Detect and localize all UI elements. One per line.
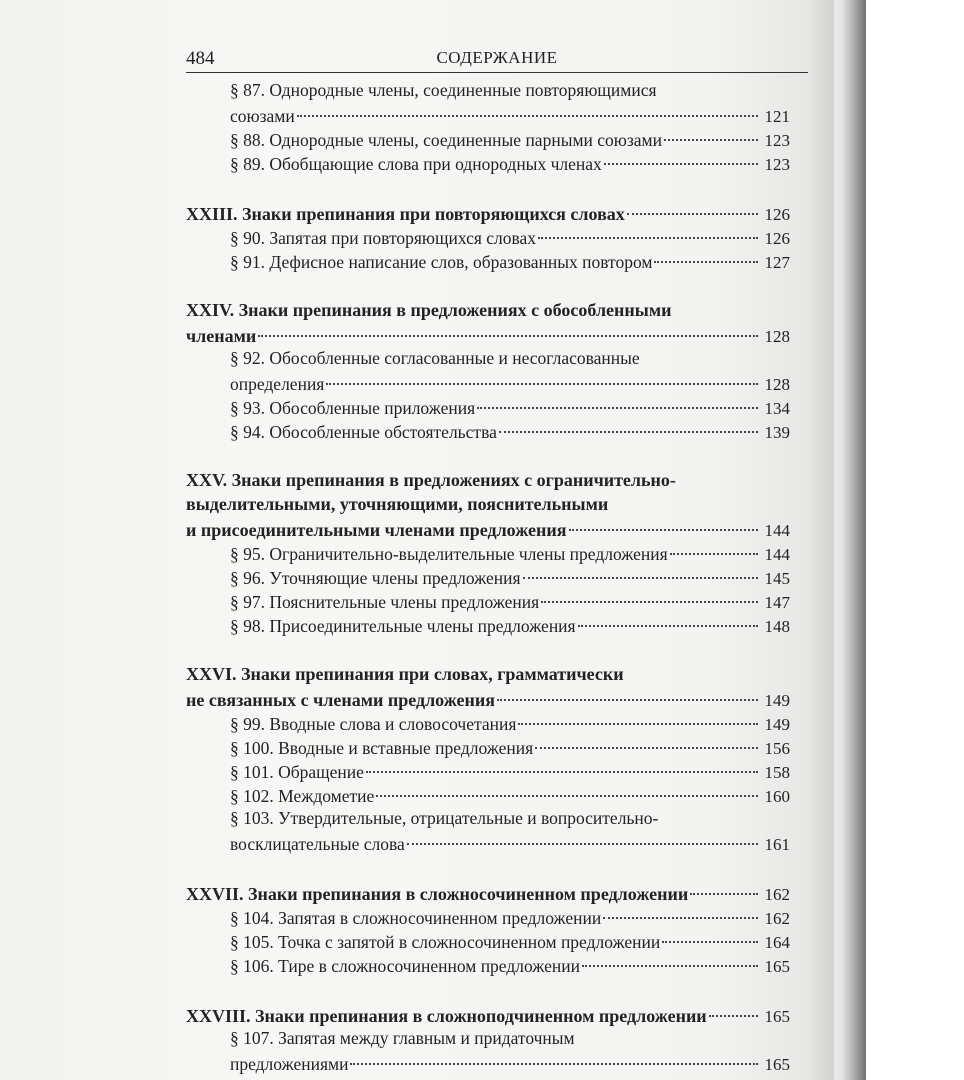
toc-entry-title: § 105. Точка с запятой в сложносочиненном предложении bbox=[230, 931, 661, 952]
toc-chapter-title: XXIII. Знаки препинания при повторяющихся словах bbox=[186, 204, 625, 224]
dot-leader bbox=[326, 365, 758, 385]
toc-entry-title: § 100. Вводные и вставные предложения bbox=[230, 737, 534, 758]
toc-entry-title: § 103. Утвердительные, отрицательные и вопросительно- bbox=[230, 808, 659, 828]
dot-leader bbox=[690, 875, 758, 895]
toc-entry-title-cont: восклицательные слова bbox=[230, 833, 405, 854]
page-number: 484 bbox=[186, 48, 215, 69]
toc-entry-92 bbox=[186, 346, 790, 394]
toc-entry-98 bbox=[186, 612, 790, 636]
toc-page-number: 164 bbox=[764, 932, 790, 952]
toc-page-number: 165 bbox=[764, 1007, 790, 1026]
toc-page-number: 127 bbox=[764, 252, 790, 272]
toc-page-number: 161 bbox=[764, 834, 790, 854]
chapter-block bbox=[186, 468, 790, 636]
dot-leader bbox=[350, 1045, 758, 1065]
chapter-block bbox=[186, 200, 790, 272]
toc-page-number: 165 bbox=[764, 956, 790, 976]
chapter-block bbox=[186, 662, 790, 854]
toc-entry-title: § 91. Дефисное написание слов, образованных повтором bbox=[230, 251, 653, 272]
chapter-block bbox=[186, 78, 790, 174]
dot-leader bbox=[664, 121, 758, 141]
dot-leader bbox=[538, 219, 758, 239]
chapter-block bbox=[186, 298, 790, 442]
dot-leader bbox=[258, 317, 758, 337]
dot-leader bbox=[535, 729, 758, 749]
dot-leader bbox=[499, 413, 758, 433]
toc-chapter-24 bbox=[186, 298, 790, 346]
toc-page-number: 144 bbox=[764, 521, 790, 540]
toc-page-number: 145 bbox=[764, 568, 790, 588]
toc-entry-title: § 89. Обобщающие слова при однородных членах bbox=[230, 153, 602, 174]
toc-entry-title: § 88. Однородные члены, соединенные парными союзами bbox=[230, 129, 662, 150]
toc-entry-title: § 101. Обращение bbox=[230, 761, 364, 782]
toc-page-number: 148 bbox=[764, 616, 790, 636]
dot-leader bbox=[518, 705, 758, 725]
toc-entry-title: § 92. Обособленные согласованные и несогласованные bbox=[230, 348, 640, 368]
toc-page-number: 128 bbox=[764, 327, 790, 346]
toc-entry-102 bbox=[186, 782, 790, 806]
dot-leader bbox=[376, 777, 758, 797]
toc-chapter-title: XXV. Знаки препинания в предложениях с ограничительно- bbox=[186, 470, 676, 490]
toc-entry-title: § 96. Уточняющие члены предложения bbox=[230, 567, 521, 588]
toc-entry-title: § 107. Запятая между главным и придаточным bbox=[230, 1028, 575, 1048]
page-header bbox=[186, 46, 808, 73]
toc-entry-title: § 99. Вводные слова и словосочетания bbox=[230, 713, 517, 734]
toc-page-number: 158 bbox=[764, 762, 790, 782]
table-of-contents bbox=[186, 78, 790, 1074]
toc-entry-89 bbox=[186, 150, 790, 174]
toc-entry-title: § 95. Ограничительно-выделительные члены предложения bbox=[230, 543, 668, 564]
dot-leader bbox=[523, 559, 758, 579]
toc-entry-title: § 93. Обособленные приложения bbox=[230, 397, 476, 418]
dot-leader bbox=[407, 825, 758, 845]
toc-entry-91 bbox=[186, 248, 790, 272]
toc-entry-title: § 87. Однородные члены, соединенные повторяющимися bbox=[230, 80, 657, 100]
toc-chapter-26 bbox=[186, 662, 790, 710]
toc-entry-107 bbox=[186, 1026, 790, 1074]
toc-page-number: 128 bbox=[764, 374, 790, 394]
toc-entry-title: § 90. Запятая при повторяющихся словах bbox=[230, 227, 537, 248]
dot-leader bbox=[569, 511, 758, 531]
toc-page-number: 162 bbox=[764, 908, 790, 928]
toc-chapter-title: XXIV. Знаки препинания в предложениях с обособленными bbox=[186, 300, 672, 320]
toc-chapter-25 bbox=[186, 468, 790, 540]
dot-leader bbox=[497, 681, 758, 701]
dot-leader bbox=[604, 145, 758, 165]
toc-entry-title-cont: предложениями bbox=[230, 1053, 349, 1074]
toc-page-number: 139 bbox=[764, 422, 790, 442]
toc-entry-title: § 94. Обособленные обстоятельства bbox=[230, 421, 497, 442]
toc-page-number: 126 bbox=[764, 228, 790, 248]
dot-leader bbox=[627, 195, 758, 215]
dot-leader bbox=[709, 997, 758, 1017]
toc-chapter-title-cont: не связанных с членами предложения bbox=[186, 690, 496, 710]
running-title: СОДЕРЖАНИЕ bbox=[436, 48, 558, 67]
toc-chapter-title-cont: выделительными, уточняющими, пояснительными bbox=[186, 494, 609, 514]
toc-page-number: 123 bbox=[764, 154, 790, 174]
toc-page-number: 144 bbox=[764, 544, 790, 564]
toc-page-number: 160 bbox=[764, 786, 790, 806]
toc-page-number: 149 bbox=[764, 714, 790, 734]
toc-page-number: 149 bbox=[764, 691, 790, 710]
toc-page-number: 126 bbox=[764, 205, 790, 224]
toc-entry-title: § 102. Междометие bbox=[230, 785, 375, 806]
toc-chapter-title: XXVI. Знаки препинания при словах, грамматически bbox=[186, 664, 624, 684]
page-edge-shadow bbox=[806, 0, 866, 1080]
toc-chapter-title: XXVIII. Знаки препинания в сложноподчиненном предложении bbox=[186, 1006, 707, 1026]
dot-leader bbox=[297, 97, 758, 117]
toc-page-number: 147 bbox=[764, 592, 790, 612]
toc-entry-title: § 97. Пояснительные члены предложения bbox=[230, 591, 540, 612]
toc-chapter-title-cont: членами bbox=[186, 326, 257, 346]
dot-leader bbox=[578, 607, 758, 627]
toc-page-number: 123 bbox=[764, 130, 790, 150]
dot-leader bbox=[603, 899, 758, 919]
toc-page-number: 134 bbox=[764, 398, 790, 418]
dot-leader bbox=[654, 243, 758, 263]
chapter-block bbox=[186, 1002, 790, 1074]
toc-entry-106 bbox=[186, 952, 790, 976]
dot-leader bbox=[662, 923, 758, 943]
chapter-block bbox=[186, 880, 790, 976]
dot-leader bbox=[541, 583, 758, 603]
toc-entry-title: § 98. Присоединительные члены предложения bbox=[230, 615, 576, 636]
dot-leader bbox=[366, 753, 758, 773]
toc-entry-title: § 106. Тире в сложносочиненном предложении bbox=[230, 955, 581, 976]
dot-leader bbox=[582, 947, 758, 967]
toc-chapter-title: XXVII. Знаки препинания в сложносочиненном предложении bbox=[186, 884, 689, 904]
toc-chapter-title-cont: и присоединительными членами предложения bbox=[186, 520, 567, 540]
dot-leader bbox=[670, 535, 758, 555]
toc-entry-87 bbox=[186, 78, 790, 126]
toc-page-number: 121 bbox=[764, 106, 790, 126]
dot-leader bbox=[477, 389, 758, 409]
toc-chapter-28 bbox=[186, 1002, 790, 1026]
toc-entry-title: § 104. Запятая в сложносочиненном предложении bbox=[230, 907, 602, 928]
toc-page-number: 165 bbox=[764, 1054, 790, 1074]
toc-entry-title-cont: союзами bbox=[230, 105, 295, 126]
toc-page-number: 156 bbox=[764, 738, 790, 758]
toc-page-number: 162 bbox=[764, 885, 790, 904]
toc-entry-103 bbox=[186, 806, 790, 854]
toc-entry-title-cont: определения bbox=[230, 373, 325, 394]
toc-entry-94 bbox=[186, 418, 790, 442]
